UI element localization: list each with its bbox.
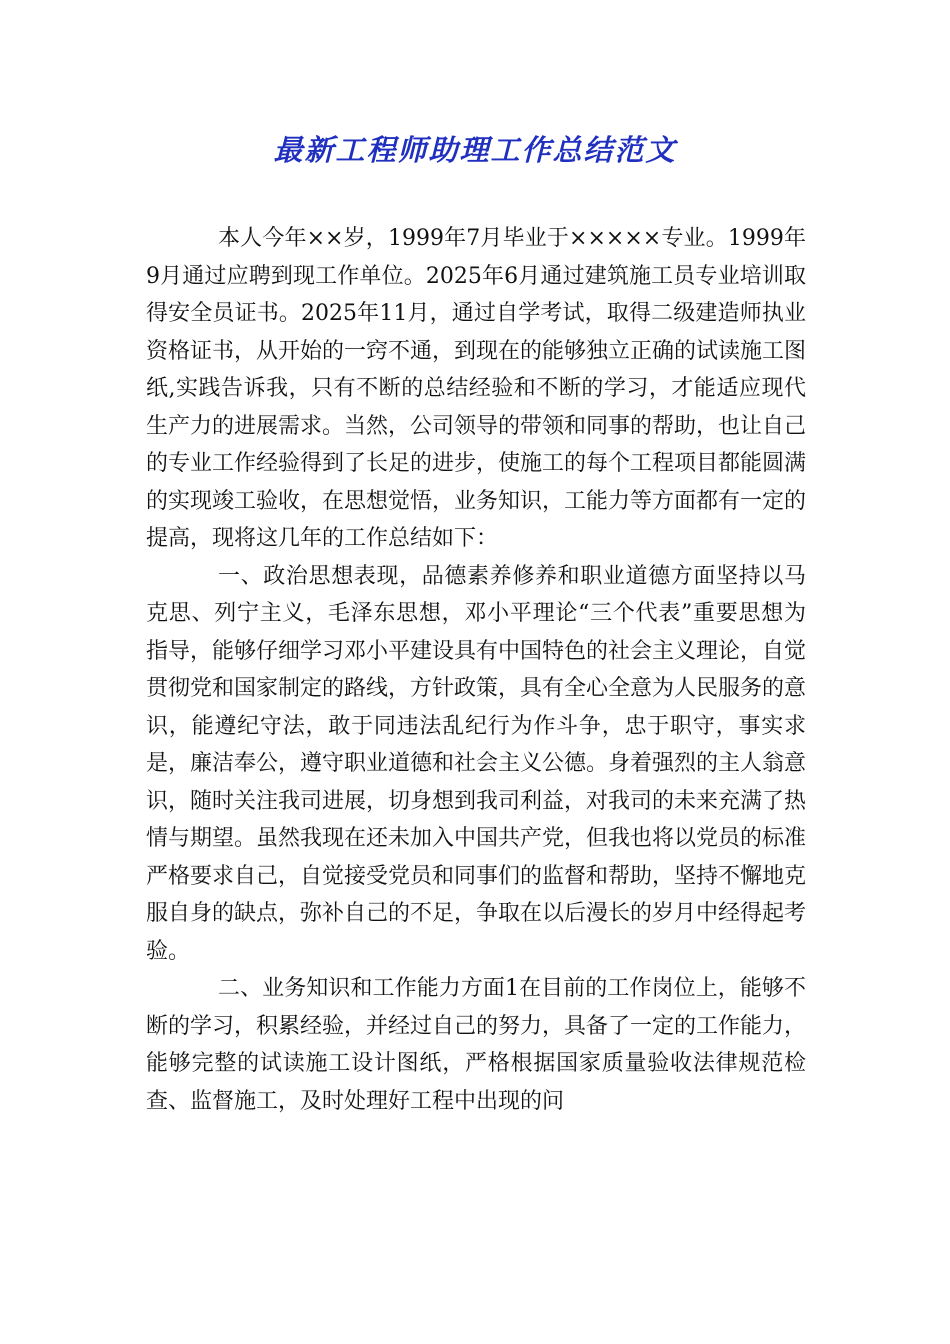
paragraph-intro: 本人今年××岁，1999年7月毕业于×××××专业。1999年9月通过应聘到现工作单位。2025年6月通过建筑施工员专业培训取得安全员证书。2025年11月，通过自学考试，取得二级建造师执业资格证书，从开始的一窍不通，到现在的能够独立正确的试读施工图纸,实践告诉我，只有不断的总结经验和不断的学习，才能适应现代生产力的进展需求。当然，公司领导的带领和同事的帮助，也让自己的专业工作经验得到了长足的进步，使施工的每个工程项目都能圆满的实现竣工验收，在思想觉悟，业务知识，工能力等方面都有一定的提高，现将这几年的工作总结如下：: [146, 226, 807, 551]
paragraph-political-thought: 一、政治思想表现，品德素养修养和职业道德方面坚持以马克思、列宁主义，毛泽东思想，邓小平理论“三个代表”重要思想为指导，能够仔细学习邓小平建设具有中国特色的社会主义理论，自觉贯彻党和国家制定的路线，方针政策，具有全心全意为人民服务的意识，能遵纪守法，敢于同违法乱纪行为作斗争，忠于职守，事实求是，廉洁奉公，遵守职业道德和社会主义公德。身着强烈的主人翁意识，随时关注我司进展，切身想到我司利益，对我司的未来充满了热情与期望。虽然我现在还未加入中国共产党，但我也将以党员的标准严格要求自己，自觉接受党员和同事们的监督和帮助，坚持不懈地克服自身的缺点，弥补自己的不足，争取在以后漫长的岁月中经得起考验。: [146, 563, 807, 964]
document-title: 最新工程师助理工作总结范文: [273, 133, 677, 167]
document-body: [146, 220, 806, 1120]
paragraph-business-knowledge: 二、业务知识和工作能力方面1在目前的工作岗位上，能够不断的学习，积累经验，并经过自己的努力，具备了一定的工作能力，能够完整的试读施工设计图纸，严格根据国家质量验收法律规范检查、监督施工，及时处理好工程中出现的问: [146, 976, 807, 1114]
